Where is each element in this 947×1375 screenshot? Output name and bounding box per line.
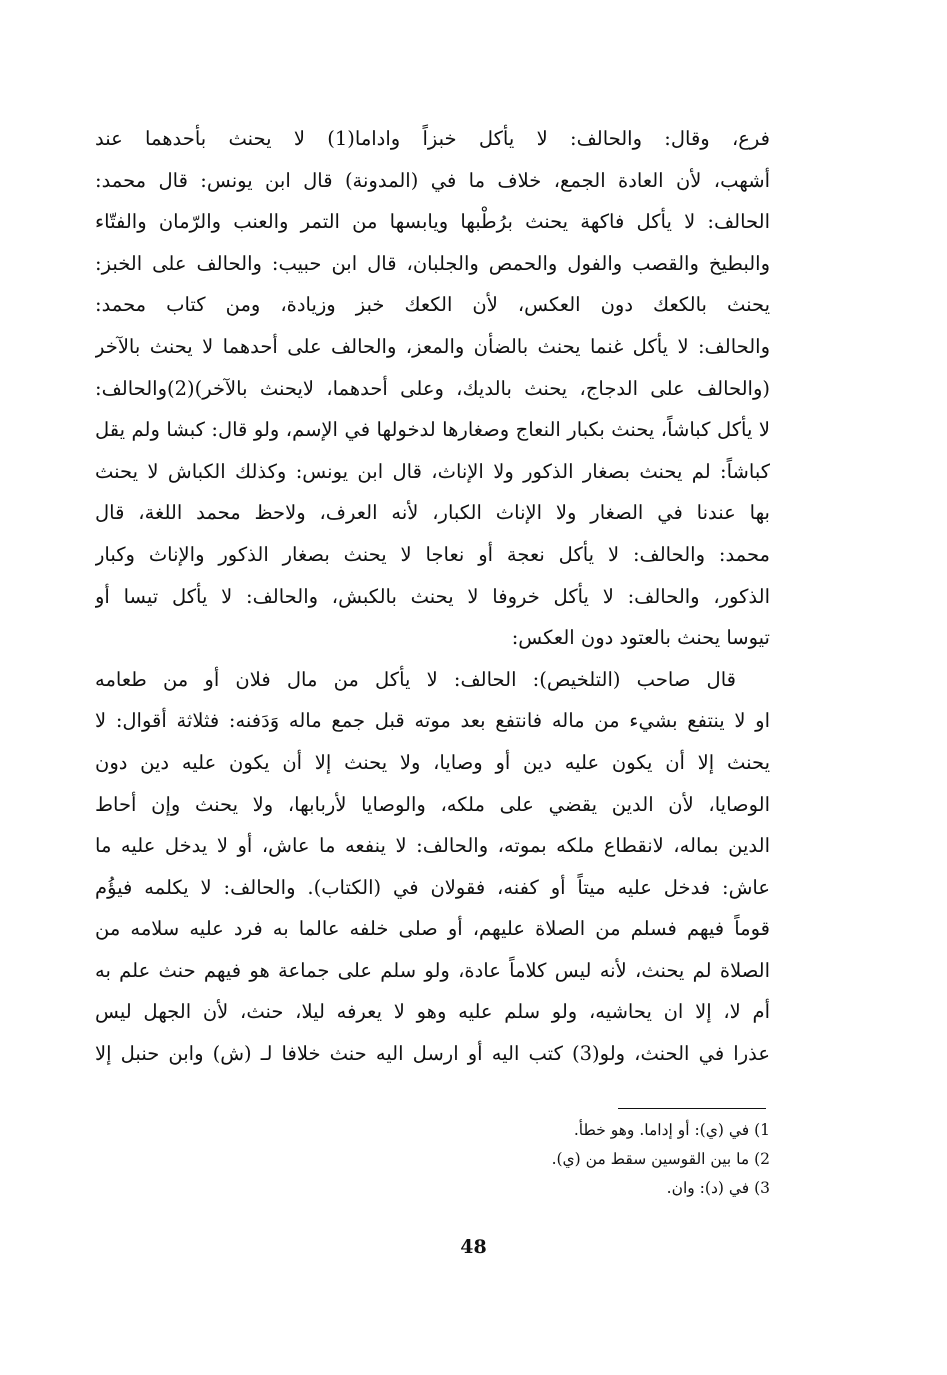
text-line: كباشاً: لم يحنث بصغار الذكور ولا الإناث، قال ابن يونس: وكذلك الكباش لا يحنث [95, 459, 770, 483]
text-line: او لا ينتفع بشيء من ماله فانتفع بعد موته قبل جمع ماله وَدَفنه: فثلاثة أقوال: لا [95, 709, 770, 733]
footnote: 3) في (د): وان. [666, 1179, 770, 1197]
text-line: الصلاة لم يحنث، لأنه ليس كلاماً عادة، ولو سلم على جماعة هو فيهم حنث علم به [95, 958, 770, 982]
text-line: يحنث بالكعك دون العكس، لأن الكعك خبز وزيادة، ومن كتاب محمد: [95, 293, 770, 317]
text-line: محمد: والحالف: لا يأكل نعجة أو نعاجا لا يحنث بصغار الذكور والإناث وكبار [95, 542, 770, 566]
text-line: فرع، وقال: والحالف: لا يأكل خبزاً واداما(1) لا يحنث بأحدهما عند [95, 127, 770, 150]
text-line: والحالف: لا يأكل غنما يحنث بالضأن والمعز، والحالف على أحدهما لا يحنث بالآخر [95, 334, 770, 358]
text-line: بها عندنا في الصغار ولا الإناث الكبار، لأنه العرف، ولاحظ محمد اللغة، قال [95, 501, 770, 525]
text-line: أشهب، لأن العادة الجمع، خلاف ما في (المدونة) قال ابن يونس: قال محمد: [95, 168, 770, 192]
text-line: يحنث إلا أن يكون عليه دين أو وصايا، ولا يحنث إلا أن يكون عليه دين دون [95, 750, 770, 774]
footnote: 1) في (ي): أو إداما. وهو خطأ. [573, 1121, 770, 1139]
text-line: عذرا في الحنث، ولو(3) كتب اليه أو ارسل اليه حنث خلافا لـ (ش) وابن حنبل إلا [95, 1042, 770, 1066]
text-line: قال صاحب (التلخيص): الحالف: لا يأكل من مال فلان أو من طعامه [95, 667, 736, 691]
text-line: لا يأكل كباشاً، يحنث بكبار النعاج وصغارها لدخولها في الإسم، ولو قال: كبشا ولم يقل [95, 418, 770, 442]
text-line: الدين بماله، لانقطاع ملكه بموته، والحالف: لا ينفعه ما عاش، أو لا يدخل عليه ما [95, 834, 770, 858]
text-line: الوصايا، لأن الدين يقضي على ملكه، والوصايا لأربابها، ولا يحنث وإن أحاط [95, 792, 770, 816]
text-line: الذكور، والحالف: لا يأكل خروفا لا يحنث بالكبش، والحالف: لا يأكل تيسا أو [95, 584, 770, 608]
text-line: قوماً فيهم فسلم من الصلاة عليهم، أو صلى خلفه عالما به فرد عليه سلامه من [95, 917, 770, 941]
main-text [95, 118, 770, 1075]
footnotes [420, 1116, 770, 1203]
page-number: 48 [460, 1236, 487, 1258]
text-line: تيوسا يحنث بالعتود دون العكس: [511, 626, 770, 650]
text-line: عاش: فدخل عليه ميتاً أو كفنه، فقولان في (الكتاب). والحالف: لا يكلمه فيؤُم [95, 875, 770, 899]
text-line: (والحالف على الدجاج، يحنث بالديك، وعلى أحدهما، لايحنث بالآخر)(2)والحالف: [95, 376, 770, 400]
footnote: 2) ما بين القوسين سقط من (ي). [551, 1150, 770, 1168]
footnote-separator [618, 1108, 766, 1109]
text-line: والبطيخ والقصب والفول والحمص والجلبان، قال ابن حبيب: والحالف على الخبز: [95, 251, 770, 275]
text-line: الحالف: لا يأكل فاكهة يحنث برُطْبها ويابسها من التمر والعنب والرّمان والفتّاء [95, 210, 770, 234]
text-line: أم لا، إلا ان يحاشيه، ولو سلم عليه وهو لا يعرفه ليلا، حنث، لأن الجهل ليس [95, 1000, 770, 1024]
